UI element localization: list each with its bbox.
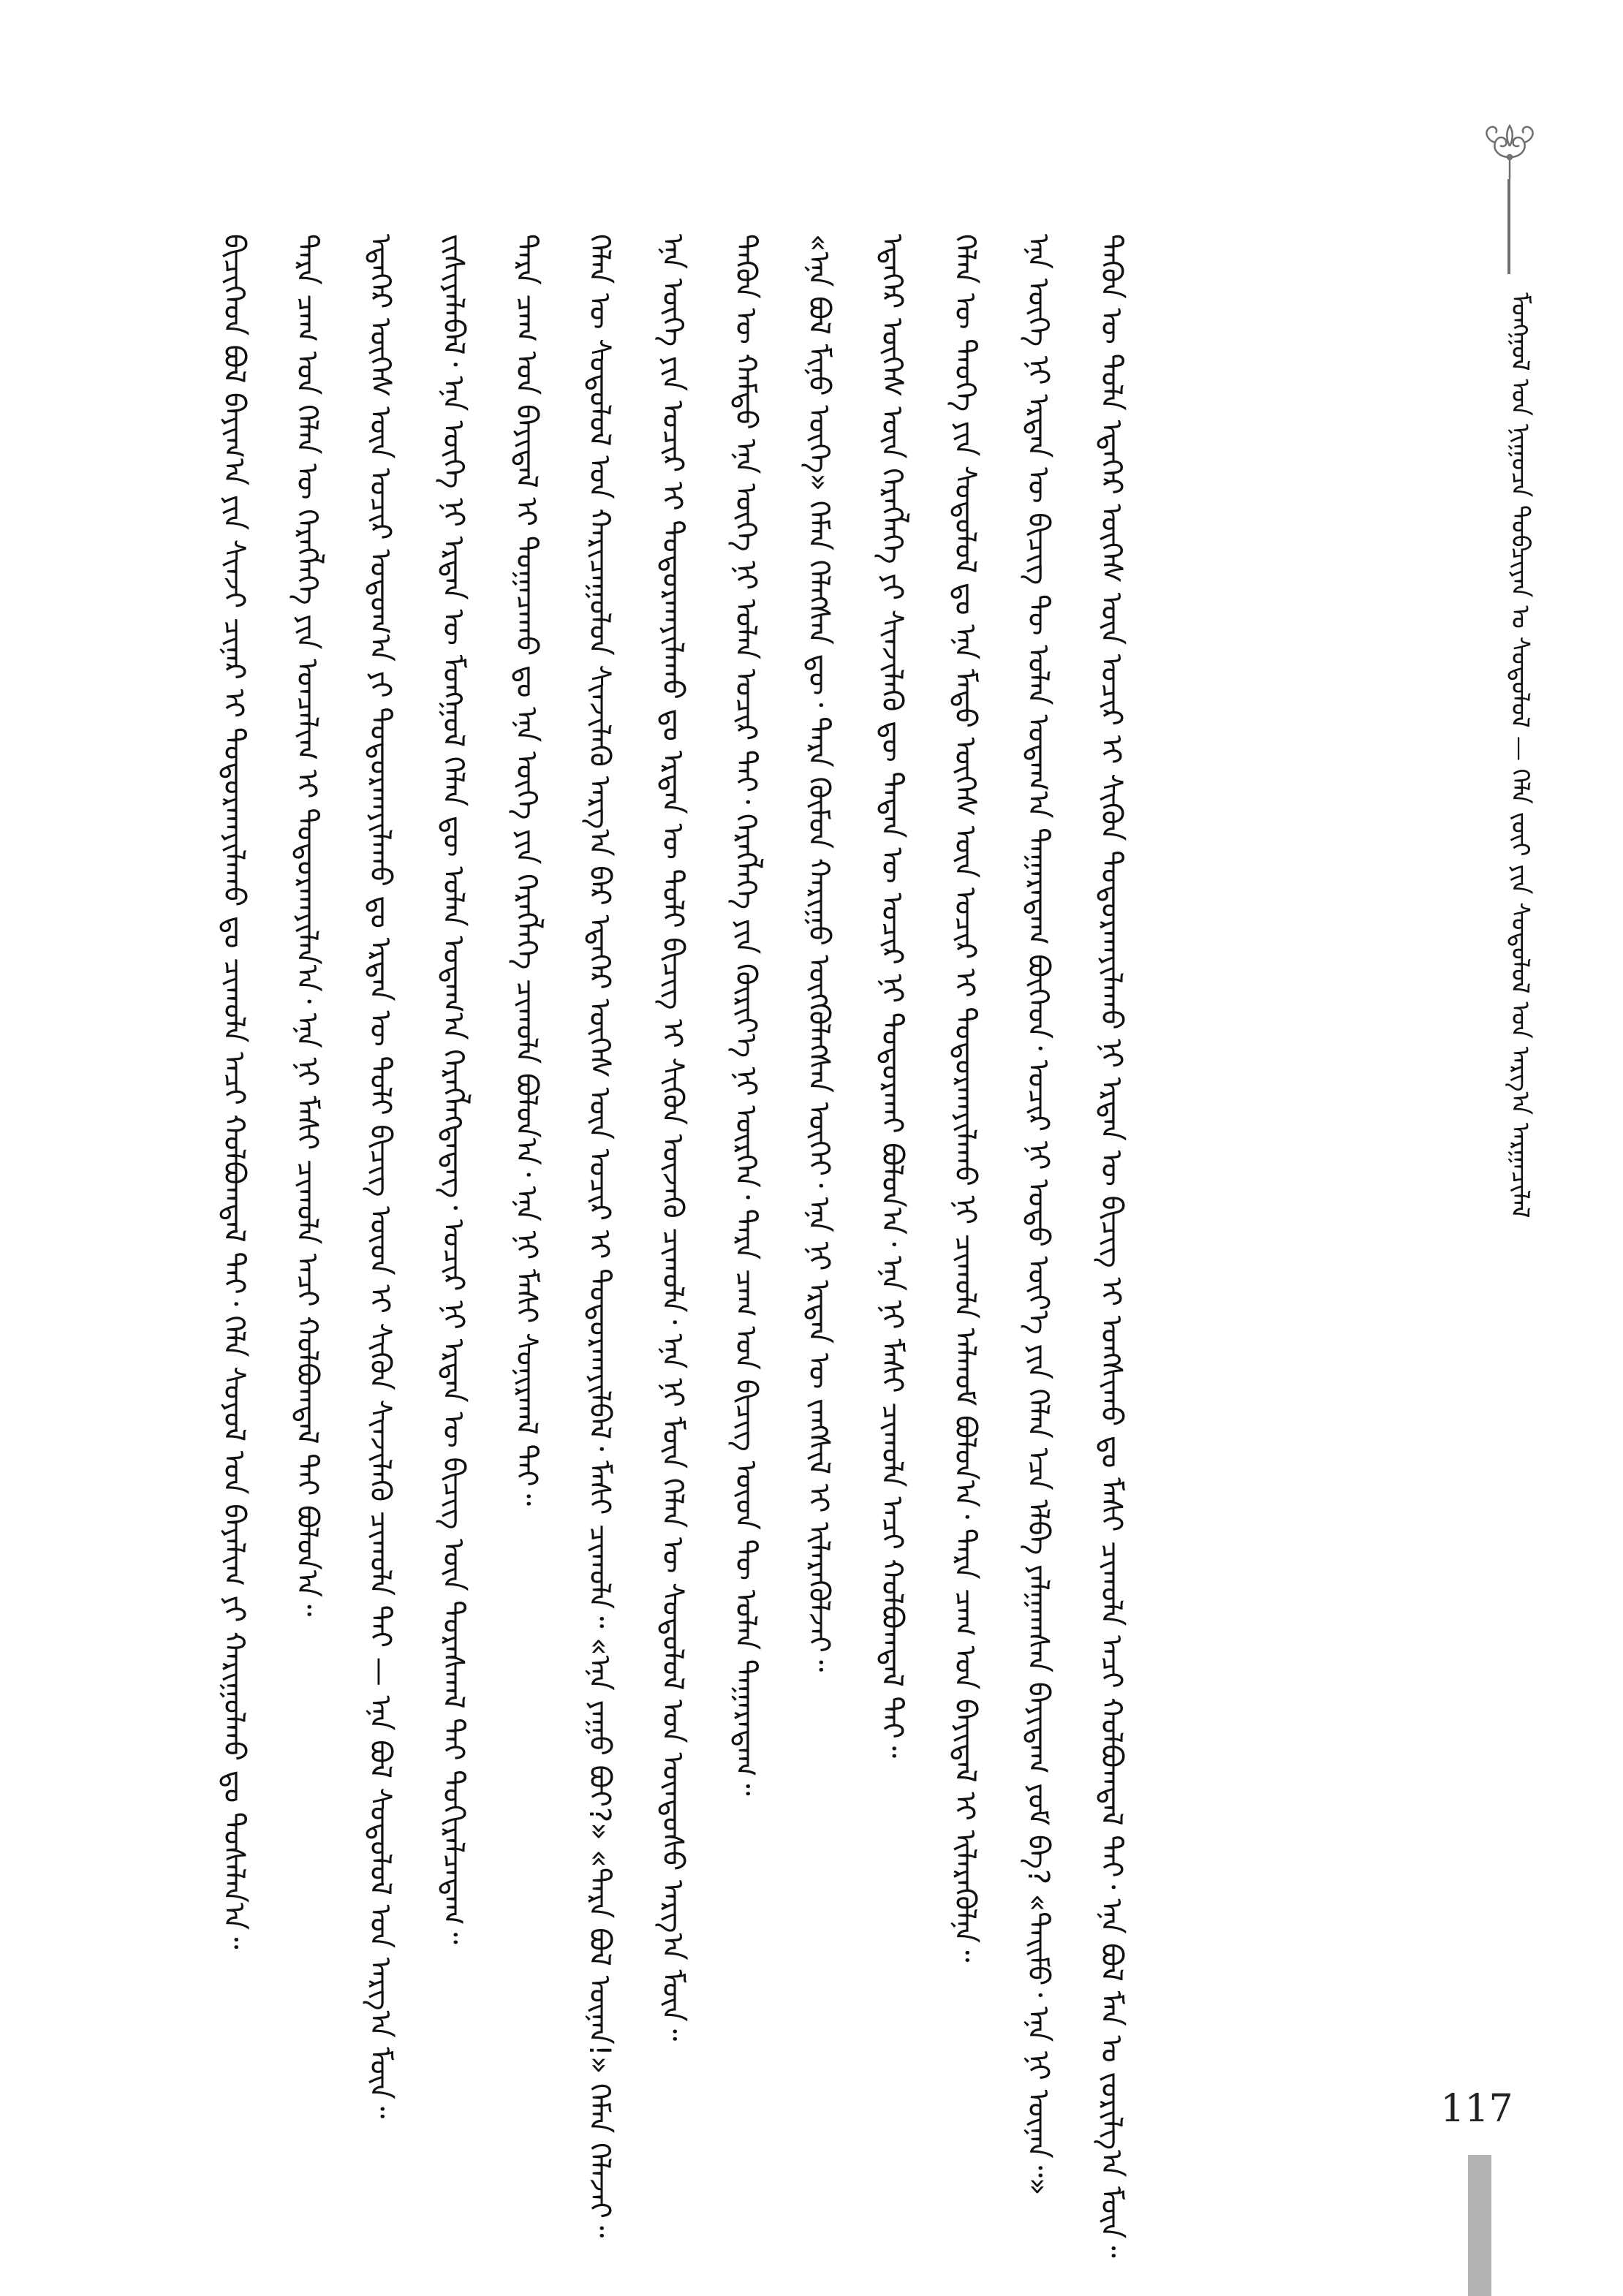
text-line: ᠡᠳᠡᠭᠡᠷ ᠦᠭᠡᠰ ᠦᠨ ᠤᠴᠢᠷ ᠤᠲᠤᠭ᠎ᠠ ᠶᠢ ᠲᠣᠳᠣᠷᠬᠠᠶᠢᠯᠠᠬᠤ ᠳᠤ ᠡᠷᠲᠡᠨ ᠦ ᠲᠣᠯᠢ ᠪᠢᠴᠢᠭ ᠦᠳ ᠢ ᠰᠢᠭᠦᠨ ᠰᠢᠨᠵᠢᠯᠡᠬᠦ ᠴᠢᠬᠤᠯᠠ ᠲᠠᠢ — ᠡᠨᠡ ᠪᠣᠯ ᠰᠤᠳᠤᠯᠤᠯ ᠤᠨ ᠠᠷᠭ᠎ᠠ ᠮᠥᠨ᠃ bbox=[363, 234, 397, 2119]
text-line: ᠬᠡᠯᠡᠨ ᠦ ᠲᠡᠦᠬᠡ ᠶᠢᠨ ᠰᠤᠳᠤᠯᠤᠯ ᠳᠤ ᠡᠨᠡ ᠮᠡᠲᠦ ᠦᠭᠡᠰ ᠦᠨ ᠤᠴᠢᠷ ᠢ ᠲᠣᠳᠣᠷᠬᠠᠶᠢᠯᠠᠬᠤ ᠨᠢ ᠴᠢᠬᠤᠯᠠ ᠠᠯᠬᠤᠮ ᠪᠣᠯᠤᠨ᠎ᠠ᠂ ᠲᠡᠷᠡ ᠴᠠᠭ ᠤᠨ ᠪᠠᠶᠢᠳᠠᠯ ᠢ ᠢᠯᠡᠷᠡᠬᠦᠯᠨᠡ᠃ bbox=[948, 234, 982, 1963]
running-head-title: ᠮᠣᠩᠭᠣᠯ ᠤᠨ ᠨᠢᠭᠤᠴᠠ ᠲᠣᠪᠴᠢᠶᠠᠨ ᠤ ᠰᠤᠳᠤᠯᠤᠯ bbox=[1505, 292, 1535, 728]
text-line: ᠬᠡᠯᠡᠨ ᠦ ᠰᠤᠳᠤᠯᠤᠯ ᠤᠨ ᠬᠠᠷᠢᠴᠠᠭᠤᠯᠤᠨ ᠰᠢᠨᠵᠢᠯᠡᠬᠦ ᠠᠷᠭ᠎ᠠ ᠪᠡᠷ ᠡᠳᠡᠭᠡᠷ ᠦᠭᠡᠰ ᠦᠨ ᠤᠴᠢᠷ ᠢ ᠲᠣᠳᠣᠷᠬᠠᠶᠢᠯᠪᠠᠯ᠂ ᠮᠠᠰᠢ ᠴᠢᠬᠤᠯᠠ᠃ «ᠡᠨᠡ ᠶᠠᠭᠤ ᠪᠤᠢ?» «ᠲᠡᠷᠡ ᠪᠣᠯ ᠦᠨᠡᠨ!» ᠬᠡᠮᠡᠨ ᠬᠡᠯᠡᠵᠡᠢ᠃ bbox=[583, 234, 616, 2238]
text-line: ᠡᠳᠡᠭᠡᠷ ᠦᠭᠡᠰ ᠦᠨ ᠬᠡᠷᠡᠭᠯᠡᠭᠡ ᠶᠢ ᠰᠢᠨᠵᠢᠯᠡᠬᠦ ᠳᠦ ᠲᠡᠳᠡᠨ ᠦ ᠤᠴᠢᠷ ᠨᠢ ᠲᠣᠳᠣᠷᠬᠠᠢ ᠪᠣᠯᠤᠨ᠎ᠠ᠂ ᠡᠨᠡ ᠨᠢ ᠮᠠᠰᠢ ᠴᠢᠬᠤᠯᠠ ᠠᠴᠢ ᠬᠣᠯᠪᠣᠭᠳᠠᠯ ᠲᠠᠢ᠃ bbox=[875, 234, 909, 1759]
running-head-dash: — bbox=[1505, 735, 1535, 761]
running-head-subtitle: ᠬᠡᠯᠡ ᠵᠦᠢ ᠶᠢᠨ ᠰᠤᠳᠤᠯᠤᠯ ᠤᠨ ᠠᠷᠭ᠎ᠠ ᠠᠷᠭᠠᠴᠢᠯᠠᠯ bbox=[1505, 768, 1535, 1219]
text-line: ᠲᠡᠭᠦᠨ ᠦ ᠲᠤᠯᠠ ᠡᠳᠡᠭᠡᠷ ᠦᠭᠡᠰ ᠦᠨ ᠤᠴᠢᠷ ᠢ ᠰᠢᠭᠦᠨ ᠲᠣᠳᠣᠷᠬᠠᠶᠢᠯᠠᠬᠤ ᠨᠢ ᠡᠷᠲᠡᠨ ᠦ ᠪᠢᠴᠢᠭ ᠢ ᠤᠩᠰᠢᠬᠤ ᠳᠤ ᠮᠠᠰᠢ ᠴᠢᠬᠤᠯᠠ ᠠᠴᠢ ᠬᠣᠯᠪᠣᠭᠳᠠᠯ ᠲᠠᠢ᠂ ᠡᠨᠡ ᠪᠣᠯ ᠮᠠᠨ ᠤ ᠵᠣᠷᠢᠯᠭ᠎ᠠ ᠮᠥᠨ᠃ bbox=[1094, 234, 1128, 2258]
page-edge-tab bbox=[1468, 2155, 1491, 2296]
header-ornament bbox=[1477, 117, 1543, 183]
text-line: ᠲᠡᠷᠡ ᠴᠠᠭ ᠤᠨ ᠬᠡᠯᠡᠨ ᠦ ᠬᠡᠷᠡᠭᠯᠡᠭᠡ ᠶᠢᠨ ᠣᠨᠴᠠᠯᠢᠭ ᠢ ᠲᠣᠳᠣᠷᠬᠠᠶᠢᠯᠠᠨ᠎ᠠ᠂ ᠡᠨᠡ ᠨᠢ ᠮᠠᠰᠢ ᠴᠢᠬᠤᠯᠠ ᠠᠴᠢ ᠬᠣᠯᠪᠣᠭᠳᠠᠯ ᠲᠠᠢ ᠪᠣᠯᠤᠨ᠎ᠠ᠃ bbox=[290, 234, 324, 1617]
text-line: «ᠡᠨᠡ ᠪᠣᠯ ᠮᠢᠨᠤ ᠦᠭᠡ» ᠬᠡᠮᠡᠨ ᠬᠡᠯᠡᠭᠰᠡᠨ ᠳᠦ᠂ ᠲᠡᠷᠡ ᠬᠦᠮᠦᠨ ᠬᠠᠷᠢᠭᠤ ᠥᠭᠭᠦᠯᠡᠭᠰᠡᠨ ᠦᠭᠡᠢ᠂ ᠡᠨᠡ ᠨᠢ ᠡᠷᠲᠡᠨ ᠦ ᠵᠠᠩᠱᠢᠯ ᠢ ᠢᠯᠡᠷᠡᠬᠦᠯᠵᠡᠢ᠃ bbox=[802, 234, 836, 1672]
page-number: 117 bbox=[1440, 2087, 1513, 2131]
text-line: ᠪᠢᠴᠢᠭᠡᠳ ᠪᠣᠯ ᠪᠠᠶᠢᠭ᠎ᠠ ᠶᠢᠨ ᠰᠢᠨᠵᠢ ᠴᠢᠨᠠᠷ ᠢ ᠲᠣᠳᠣᠷᠬᠠᠶᠢᠯᠠᠬᠤ ᠳᠤ ᠴᠢᠬᠤᠯᠠ ᠠᠴᠢ ᠬᠣᠯᠪᠣᠭᠳᠠᠯ ᠲᠠᠢ᠂ ᠬᠡᠯᠡ ᠰᠣᠶᠣᠯ ᠤᠨ ᠪᠠᠶᠠᠯᠢᠭ ᠶᠢ ᠬᠠᠷᠢᠭᠤᠯᠬᠤ ᠳᠤ ᠲᠤᠰᠠᠯᠠᠨ᠎ᠠ᠃ bbox=[217, 234, 251, 1950]
text-line: ᠡᠨᠡ ᠦᠭᠡ ᠨᠢ ᠡᠷᠲᠡᠨ ᠦ ᠪᠢᠴᠢᠭ ᠲᠦ ᠣᠯᠠᠨ ᠤᠳᠠᠭ᠎ᠠ ᠲᠠᠭᠠᠷᠠᠳᠠᠭ ᠪᠥᠭᠡᠳ᠂ ᠤᠴᠢᠷ ᠨᠢ ᠣᠳᠣ ᠦᠶ᠎ᠡ ᠶᠢᠨ ᠬᠡᠯᠡᠨ ᠡᠴᠡ ᠡᠯᠪᠡ ᠶᠠᠯᠭᠠᠭᠰᠠᠨ ᠪᠠᠶᠢᠳᠠᠭ ᠶᠤᠮ ᠪᠠ? «ᠲᠡᠢᠮᠦ᠂ ᠡᠨᠡ ᠨᠢ ᠦᠨᠡᠨ᠃» bbox=[1021, 234, 1055, 2196]
text-line: ᠲᠡᠭᠦᠨ ᠦ ᠬᠠᠮᠲᠤ ᠡᠨᠡ ᠦᠭᠡ ᠨᠢ ᠣᠯᠠᠨ ᠤᠴᠢᠷ ᠲᠠᠢ᠂ ᠬᠡᠷᠡᠭᠯᠡᠭᠡ ᠶᠢᠨ ᠬᠦᠷᠢᠶ᠎ᠡ ᠨᠢ ᠥᠷᠭᠡᠨ᠂ ᠲᠡᠷᠡ ᠴᠠᠭ ᠤᠨ ᠪᠢᠴᠢᠭ ᠦᠳ ᠲᠦ ᠣᠯᠠᠨ ᠲᠠᠭᠠᠷᠠᠳᠠᠭ᠃ bbox=[729, 234, 763, 1796]
header-rule bbox=[1507, 179, 1510, 274]
text-line: ᠵᠢᠱᠢᠶᠡᠯᠡᠪᠡᠯ᠂ ᠡᠨᠡ ᠦᠭᠡ ᠨᠢ ᠡᠷᠲᠡᠨ ᠦ ᠮᠣᠩᠭᠣᠯ ᠬᠡᠯᠡᠨ ᠳᠦ ᠣᠯᠠᠨ ᠤᠳᠠᠭ᠎ᠠ ᠬᠡᠷᠡᠭᠯᠡᠭᠳᠡᠳᠡᠭ᠂ ᠤᠴᠢᠷ ᠨᠢ ᠡᠷᠲᠡᠨ ᠦ ᠪᠢᠴᠢᠭ ᠦᠨ ᠳᠤᠷᠠᠰᠬᠠᠯ ᠲᠠᠢ ᠲᠣᠬᠢᠷᠠᠯᠴᠠᠳᠠᠭ᠃ bbox=[436, 234, 470, 1944]
text-line: ᠲᠡᠷᠡ ᠴᠠᠭ ᠤᠨ ᠪᠠᠶᠢᠳᠠᠯ ᠢ ᠲᠣᠭᠠᠴᠠᠬᠤ ᠳᠤ ᠡᠨᠡ ᠦᠭᠡ ᠶᠢᠨ ᠬᠡᠷᠡᠭᠯᠡᠭᠡ ᠴᠢᠬᠤᠯᠠ ᠪᠣᠯᠤᠨ᠎ᠠ᠂ ᠡᠨᠡ ᠨᠢ ᠮᠠᠰᠢ ᠰᠣᠨᠢᠷᠬᠠᠯ ᠲᠠᠢ᠃ bbox=[510, 234, 543, 1507]
text-line: ᠡᠨᠡ ᠦᠭᠡ ᠶᠢᠨ ᠤᠴᠢᠷ ᠢ ᠲᠣᠳᠣᠷᠬᠠᠶᠢᠯᠠᠬᠤ ᠳᠤ ᠡᠷᠲᠡᠨ ᠦ ᠲᠣᠯᠢ ᠪᠢᠴᠢᠭ ᠢ ᠰᠢᠭᠦᠨ ᠦᠵᠡᠬᠦ ᠴᠢᠬᠤᠯᠠ᠂ ᠡᠨᠡ ᠨᠢ ᠮᠥᠨ ᠬᠡᠯᠡᠨ ᠦ ᠰᠤᠳᠤᠯᠤᠯ ᠤᠨ ᠦᠨᠳᠦᠰᠦ ᠠᠷᠭ᠎ᠠ ᠮᠥᠨ᠃ bbox=[656, 234, 689, 2042]
body-text bbox=[197, 234, 1455, 2258]
running-head bbox=[1484, 292, 1535, 1219]
